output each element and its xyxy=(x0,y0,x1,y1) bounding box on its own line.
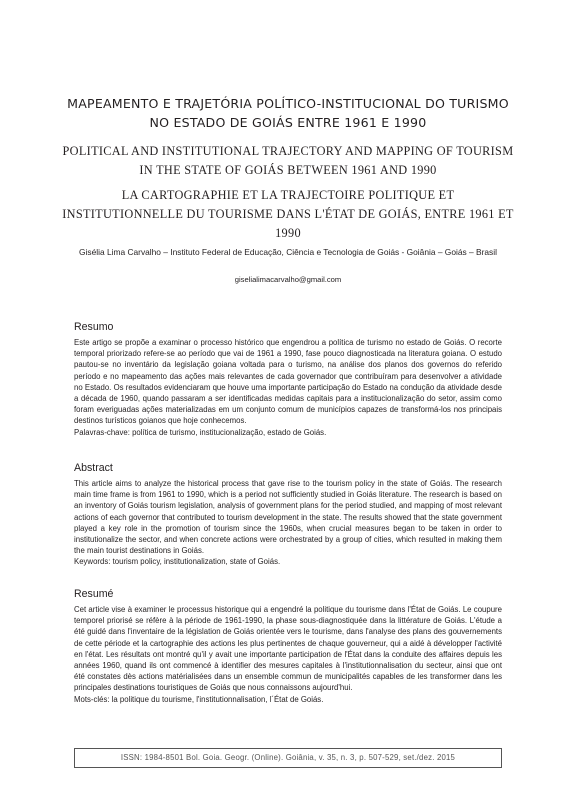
title-english: POLITICAL AND INSTITUTIONAL TRAJECTORY AND MAPPING OF TOURISM IN THE STATE OF GOIÁS BETWEEN 1961 AND 1990 xyxy=(62,144,514,177)
title-french: LA CARTOGRAPHIE ET LA TRAJECTOIRE POLITIQUE ET INSTITUTIONNELLE DU TOURISME DANS L'ÉTAT DE GOIÁS, ENTRE 1961 ET 1990 xyxy=(62,188,514,240)
resumo-keywords: Palavras-chave: política de turismo, institucionalização, estado de Goiás. xyxy=(74,427,327,437)
abstract-section xyxy=(74,478,502,568)
abstract-keywords: Keywords: tourism policy, institutionalization, state of Goiás. xyxy=(74,557,281,567)
author-affiliation: Gisélia Lima Carvalho – Instituto Federal de Educação, Ciência e Tecnologia de Goiás - Goiânia – Goiás – Brasil xyxy=(79,247,497,257)
title-portuguese: MAPEAMENTO E TRAJETÓRIA POLÍTICO-INSTITUCIONAL DO TURISMO NO ESTADO DE GOIÁS ENTRE 1961 E 1990 xyxy=(67,96,509,130)
resume-heading: Resumé xyxy=(74,588,114,600)
journal-citation-footer: ISSN: 1984-8501 Bol. Goia. Geogr. (Online). Goiânia, v. 35, n. 3, p. 507-529, set./dez. 2015 xyxy=(74,748,502,768)
resumo-section xyxy=(74,337,502,438)
resume-keywords: Mots-clés: la politique du tourisme, l'institutionnalisation, l´État de Goiás. xyxy=(74,694,324,704)
resumo-body: Este artigo se propõe a examinar o processo histórico que engendrou a política de turismo no estado de Goiás. O recorte temporal priorizado refere-se ao período que vai de 1961 a 1990, fase pouco diagnosticada na literatura goiana. O estudo pautou-se no inventário da legislação goiana voltada para o turismo, na análise dos planos dos governos do referido período e no mapeamento das ações mais relevantes de cada governador que contribuíram para desenvolver a atividade no Estado. Os resultados evidenciaram que houve uma importante participação do Estado na condução da atividade desde a década de 1960, quando passaram a ser identificadas medidas capitais para a institucionalização do setor, assim como foram everiguadas ações materializadas em um conjunto comum de municípios capazes de transformá-los nos principais destinos turísticos goianos que hoje conhecemos. xyxy=(74,338,502,426)
resume-section xyxy=(74,604,502,705)
abstract-body: This article aims to analyze the historical process that gave rise to the tourism policy in the state of Goiás. The research main time frame is from 1961 to 1990, which is a period not sufficiently studied in Goiás literature. The research is based on an inventory of Goiás tourism legislation, analysis of government plans for the period studied, and mapping of most relevant actions of each governor that contributed to tourism development in the state. The results showed that the state government played a key role in the promotion of tourism since the 1960s, when crucial measures began to be taken in order to institutionalize the sector, and when concrete actions were orchestrated by a group of cities, which resulted in making them the main tourist destinations in Goiás. xyxy=(74,479,502,556)
resumo-heading: Resumo xyxy=(74,321,114,333)
author-email: giselialimacarvalho@gmail.com xyxy=(234,275,342,284)
abstract-heading: Abstract xyxy=(74,462,113,474)
resume-body: Cet article vise à examiner le processus historique qui a engendré la politique du tourisme dans l'État de Goiás. Le coupure temporel priorisé se réfère à la période de 1961-1990, la phase sous-diagnostiquée dans la littérature de Goiás. L'étude a été guidé dans l'inventaire de la législation de Goiás orientée vers le tourisme, dans l'analyse des plans des gouvernements de cette période et la cartographie des actions les plus pertinentes de chaque gouverneur, qui a aidé à développer l'activité en l'état. Les résultats ont montré qu'il y avait une importante participation de l'État dans la conduite des affaires depuis les années 1960, quand ils ont commencé à identifier des mesures capitales à l'institutionnalisation du secteur, ainsi que ont été constates dès actions matérialisées dans un ensemble commun de municipalités capables de les transformer dans les principales destinations touristiques de Goiás que nous connaissons aujourd'hui. xyxy=(74,605,502,693)
